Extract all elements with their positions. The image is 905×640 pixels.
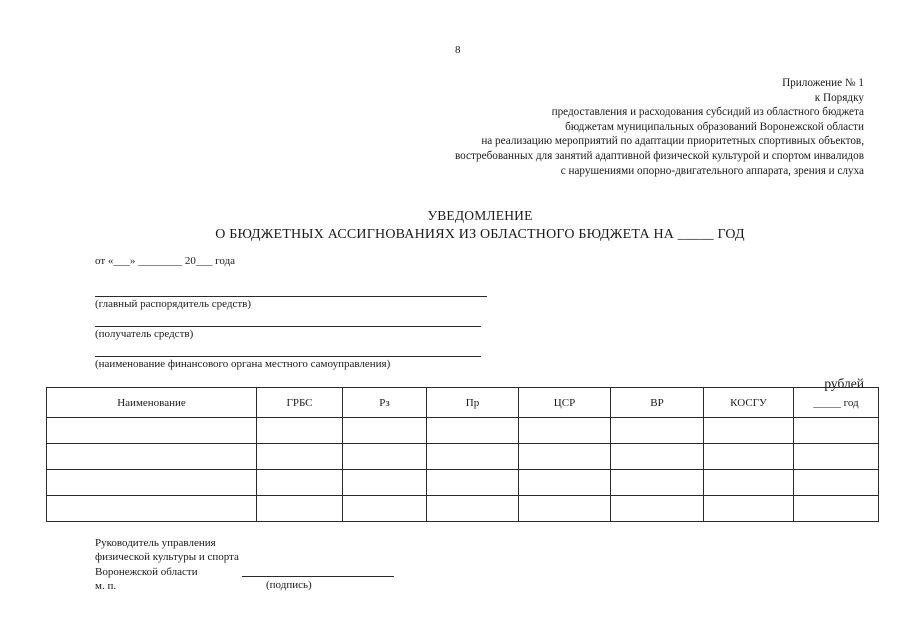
signature-line-text: физической культуры и спорта — [95, 551, 239, 564]
page-number: 8 — [455, 44, 461, 56]
table-cell — [519, 444, 611, 470]
appendix-line: с нарушениями опорно-двигательного аппарата, зрения и слуха — [560, 164, 864, 177]
table-cell — [519, 496, 611, 522]
date-line: от «___» ________ 20___ года — [95, 255, 236, 267]
appendix-line: Приложение № 1 — [782, 77, 864, 89]
table-cell — [704, 496, 794, 522]
table-cell — [704, 444, 794, 470]
table-cell — [704, 418, 794, 444]
table-row — [47, 418, 879, 444]
column-header: ГРБС — [257, 388, 343, 418]
signature-line-text: Руководитель управления — [95, 537, 216, 549]
table-cell — [343, 418, 427, 444]
chief-manager-line — [95, 296, 487, 297]
financial-body-caption: (наименование финансового органа местного самоуправления) — [95, 358, 391, 370]
table-cell — [611, 496, 704, 522]
signature-underline — [242, 576, 394, 577]
table-row — [47, 444, 879, 470]
table-cell — [794, 496, 879, 522]
table-cell — [519, 470, 611, 496]
table-cell — [611, 470, 704, 496]
table-cell — [257, 470, 343, 496]
table-cell — [611, 444, 704, 470]
table-header-row — [47, 388, 879, 418]
document-subtitle: О БЮДЖЕТНЫХ АССИГНОВАНИЯХ ИЗ ОБЛАСТНОГО БЮДЖЕТА НА _____ ГОД — [215, 227, 745, 242]
table-cell — [427, 470, 519, 496]
signature-caption: (подпись) — [266, 579, 312, 591]
units-label: рублей — [824, 376, 864, 391]
appendix-line: бюджетам муниципальных образований Воронежской области — [565, 120, 864, 133]
appendix-line: востребованных для занятий адаптивной физической культурой и спортом инвалидов — [454, 149, 864, 162]
table-cell — [257, 444, 343, 470]
table-cell — [704, 470, 794, 496]
table-cell — [47, 444, 257, 470]
table-cell — [343, 470, 427, 496]
appendix-header — [304, 76, 864, 178]
appendix-line: на реализацию мероприятий по адаптации приоритетных спортивных объектов, — [481, 135, 864, 148]
financial-body-line — [95, 356, 481, 357]
table-cell — [47, 496, 257, 522]
table-row — [47, 496, 879, 522]
table-cell — [427, 444, 519, 470]
table-cell — [794, 470, 879, 496]
column-header: ЦСР — [519, 388, 611, 418]
appendix-line: к Порядку — [814, 91, 864, 104]
recipient-line — [95, 326, 481, 327]
column-header: _____ год — [794, 388, 879, 418]
table-cell — [611, 418, 704, 444]
chief-manager-caption: (главный распорядитель средств) — [95, 298, 251, 310]
signature-line-text: Воронежской области — [95, 565, 198, 578]
table-cell — [343, 444, 427, 470]
table-cell — [794, 418, 879, 444]
table-cell — [427, 496, 519, 522]
table-cell — [257, 418, 343, 444]
table-cell — [794, 444, 879, 470]
table-cell — [257, 496, 343, 522]
table-cell — [47, 470, 257, 496]
appendix-line: предоставления и расходования субсидий из областного бюджета — [551, 106, 864, 119]
table-cell — [519, 418, 611, 444]
column-header: Пр — [427, 388, 519, 418]
allocations-table — [46, 387, 879, 522]
column-header: Наименование — [47, 388, 257, 418]
table-cell — [343, 496, 427, 522]
table-cell — [427, 418, 519, 444]
document-title: УВЕДОМЛЕНИЕ — [427, 208, 533, 223]
column-header: Рз — [343, 388, 427, 418]
stamp-placeholder: м. п. — [95, 580, 117, 593]
recipient-caption: (получатель средств) — [95, 328, 194, 340]
table-cell — [47, 418, 257, 444]
signature-block — [95, 536, 239, 594]
column-header: КОСГУ — [704, 388, 794, 418]
table-row — [47, 470, 879, 496]
column-header: ВР — [611, 388, 704, 418]
